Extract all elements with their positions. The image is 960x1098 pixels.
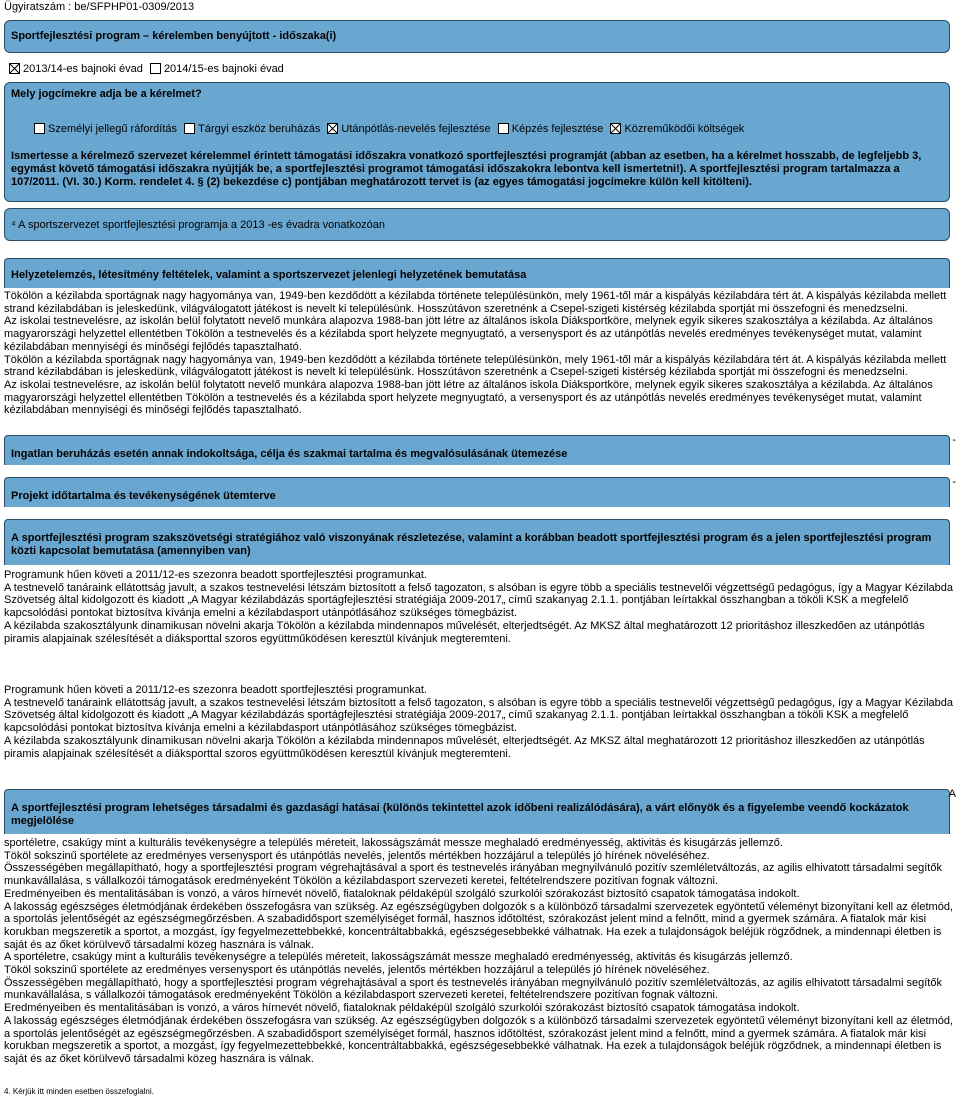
claim-titles-box [4,82,950,202]
claim-personnel-label: Személyi jellegű ráfordítás [48,123,178,135]
program-period-box [4,20,950,53]
season-2013-label: 2013/14-es bajnoki évad [23,63,143,75]
claim-option-personnel[interactable] [34,123,177,135]
season-2014-label: 2014/15-es bajnoki évad [163,63,284,75]
duration-section-header [4,477,950,507]
situation-title: Helyzetelemzés, létesítmény feltételek, valamint a sportszervezet jelenlegi helyzetének bemutatása [11,269,527,281]
season-2014-checkbox[interactable] [150,63,161,74]
sport-program-box [4,208,950,241]
impact-paragraph: sportéletre, csakúgy mint a kulturális tevékenységre a település méreteit, lakosságszámát messze meghaladó eredményesség, aktivitás és kisugárzás jellemző. [4,837,783,849]
situation-paragraph: Az iskolai testnevelésre, az iskolán belül folytatott nevelő munkára alapozva 1988-ban jött létre az általános iskola Diáksportköre, melynek egyik sikeres szakosztálya a kézilabda. Az általános magyarországi helyzettel ellentétben Tökölön a testnevelés és a kézilabda sport helyzete megnyugtató, a versenysport és az utánpótlás nevelés eredményes tevékenységet mutat, valamint kézilabdában mennyiségi és minőségi fejlődés tapasztalható. [4,315,933,353]
real-estate-value[interactable]: - [952,434,956,446]
situation-paragraph: Tökölön a kézilabda sportágnak nagy hagyománya van, 1949-ben kezdődött a kézilabda története településünkön, mely 1961-től már a kispályás kézilabdára tért át. A kispályás kézilabda mellett strand kézilabdában is jeleskedünk, világválogatott játékost is nevelt ki településünk. Hosszútávon szeretnénk a Csepel-szigeti kistérség kézilabda sportját mi összefogni és menedzselni. [4,353,947,379]
claim-personnel-checkbox[interactable] [34,123,45,134]
impact-paragraph: Összességében megállapítható, hogy a sportfejlesztési program végrehajtásával a sport és testnevelés irányában megnyilvánuló pozitív szemléletváltozás, az agilis elhivatott társadalmi segítők munkavállalása, s vállalkozói támogatások eredményeként Tökölön a kézilabdasport szervezeti keretei, feltételrendszere pozitívan fognak változni. [4,862,942,888]
strategy-paragraph: Programunk hűen követi a 2011/12-es szezonra beadott sportfejlesztési programunkat. [4,684,427,696]
season-2013-checkbox[interactable] [9,63,20,74]
season-option-2013[interactable] [9,63,143,75]
impact-paragraph: A sportéletre, csakúgy mint a kulturális tevékenységre a település méreteit, lakosságszámát messze meghaladó eredményesség, aktivitás és kisugárzás jellemző. [4,951,793,964]
reference-number: Ügyiratszám : be/SFPHP01-0309/2013 [4,1,195,13]
claim-youth-label: Utánpótlás-nevelés fejlesztése [341,123,491,135]
situation-paragraph: Tökölön a kézilabda sportágnak nagy hagyománya van, 1949-ben kezdődött a kézilabda története településünkön, mely 1961-től már a kispályás kézilabdára tért át. A kispályás kézilabda mellett strand kézilabdában is jeleskedünk, világválogatott játékost is nevelt ki településünk. Hosszútávon szeretnénk a Csepel-szigeti kistérség kézilabda sportját mi összefogni és menedzselni. [4,290,947,315]
impact-section-header [4,789,950,834]
claim-equipment-checkbox[interactable] [184,123,195,134]
season-checkboxes [9,63,288,76]
claim-titles-question: Mely jogcímekre adja be a kérelmet? [11,88,202,100]
duration-title: Projekt időtartalma és tevékenységének ütemterve [11,490,276,502]
strategy-paragraph: A testnevelő tanáraink ellátottság javult, a szakos testnevelési létszám biztosított a felső tagozaton, s alsóban is egyre több a speciális testnevelői végzettségű pedagógus, így a Magyar Kézilabda Szövetség által kidolgozott és kiadott „A Magyar kézilabdázás sportágfejlesztési stratégiája 2009-2017„ című szakanyag 2.1.1. pontjában leírtakkal összhangban a tököli KSK a megfelelő kapcsolódási pontokat biztosítva kívánja emelni a kézilabdasport utánpótlásához szükséges tömegbázist. [4,581,954,620]
program-period-title: Sportfejlesztési program – kérelemben benyújtott - időszaka(i) [11,30,337,42]
strategy-paragraph: A kézilabda szakosztályunk dinamikusan növelni akarja Tökölön a kézilabda mindennapos művelését, elterjedtségét. Az MKSZ által meghatározott 12 prioritáshoz illeszkedően az utánpótlás piramis alapjainak szélesítését a diáksporttal szoros együttműködésen keresztül kívánjuk megteremteni. [4,619,925,645]
impact-paragraph: A lakosság egészséges életmódjának érdekében összefogásra van szükség. Az egészségügyben dolgozók s a különböző társadalmi szervezetek egyöntetű véleményt bizonyítani kell az életmód, a sportolás jelentőségét az egészségmegőrzésben. A szabadidősport személyiséget formál, hasznos időtöltést, szórakozást jelent mind a felnőtt, mind a gyermek számára. A fiatalok már kisi korukban megszeretik a sportot, a mozgást, így fegyelmezettebbekké, koncentráltabbakká, egészségesebbekké válhatnak. Ha ezek a tulajdonságok beléjük rögződnek, a mindennapi életben is saját és az őket körülvevő társadalmi közeg hasznára is válnak. [4,900,954,951]
claim-training-checkbox[interactable] [498,123,509,134]
strategy-text[interactable] [4,569,956,645]
impact-paragraph: Eredményeiben és mentalitásában is vonzó, a város hírnevét növelő, fiataloknak példaképül szolgáló szurkolói szórakozást biztosító csapatok támogatása indokolt. [4,887,800,900]
real-estate-section-header [4,435,950,465]
claim-options [34,123,748,136]
impact-title: A sportfejlesztési program lehetséges társadalmi és gazdasági hatásai (különös tekintettel azok időbeni realizálódására), a várt előnyök és a figyelembe veendő kockázatok megjelölése [11,802,909,827]
impact-paragraph: Tököl sokszinű sportélete az eredményes versenysport és utánpótlás nevelés, jelentős mértékben hozzájárul a település jó hírének növeléséhez. [4,849,710,862]
sport-program-title: ⁴ A sportszervezet sportfejlesztési programja a 2013 -es évadra vonatkozóan [11,219,386,231]
claim-option-youth[interactable] [327,123,490,135]
claim-option-intermediary[interactable] [610,123,744,135]
strategy-title: A sportfejlesztési program szakszövetségi stratégiához való viszonyának részletezése, valamint a korábban beadott sportfejlesztési program és a jelen sportfejlesztési program közti kapcsolat bemutatása (amennyiben van) [11,532,932,557]
impact-lead: A [948,788,956,800]
claim-training-label: Képzés fejlesztése [511,123,604,135]
claim-option-equipment[interactable] [184,123,320,135]
impact-paragraph: Összességében megállapítható, hogy a sportfejlesztési program végrehajtásával a sport és testnevelés irányában megnyilvánuló pozitív szemléletváltozás, az agilis elhivatott társadalmi segítők munkavállalása, s vállalkozói támogatások eredményeként Tökölön a kézilabdasport szervezeti keretei, feltételrendszere pozitívan fognak változni. [4,976,942,1002]
claim-intermediary-checkbox[interactable] [610,123,621,134]
duration-value[interactable]: - [952,476,956,488]
season-option-2014[interactable] [150,63,284,75]
strategy-text-repeat[interactable] [4,684,956,760]
claim-equipment-label: Tárgyi eszköz beruházás [198,123,321,135]
impact-paragraph: Eredményeiben és mentalitásában is vonzó, a város hírnevét növelő, fiataloknak példaképül szolgáló szurkolói szórakozást biztosító csapatok támogatása indokolt. [4,1002,800,1015]
situation-section-header [4,258,950,288]
claim-youth-checkbox[interactable] [327,123,338,134]
claim-intermediary-label: Közreműködői költségek [624,123,745,135]
strategy-paragraph: Programunk hűen követi a 2011/12-es szezonra beadott sportfejlesztési programunkat. [4,569,427,581]
strategy-paragraph: A kézilabda szakosztályunk dinamikusan növelni akarja Tökölön a kézilabda mindennapos művelését, elterjedtségét. Az MKSZ által meghatározott 12 prioritáshoz illeszkedően az utánpótlás piramis alapjainak szélesítését a diáksporttal szoros együttműködésen keresztül kívánjuk megteremteni. [4,734,925,760]
impact-paragraph: A lakosság egészséges életmódjának érdekében összefogásra van szükség. Az egészségügyben dolgozók s a különböző társadalmi szervezetek egyöntetű véleményt bizonyítani kell az életmód, a sportolás jelentőségét az egészségmegőrzésben. A szabadidősport személyiséget formál, hasznos időtöltést, szórakozást jelent mind a felnőtt, mind a gyermek számára. A fiatalok már kisi korukban megszeretik a sportot, a mozgást, így fegyelmezettebbekké, koncentráltabbakká, egészségesebbekké válhatnak. Ha ezek a tulajdonságok beléjük rögződnek, a mindennapi életben is saját és az őket körülvevő társadalmi közeg hasznára is válnak. [4,1014,954,1065]
impact-paragraph: Tököl sokszinű sportélete az eredményes versenysport és utánpótlás nevelés, jelentős mértékben hozzájárul a település jó hírének növeléséhez. [4,964,710,977]
impact-text[interactable] [4,837,956,1066]
footnote: 4. Kérjük itt minden esetben összefoglalni. [4,1087,154,1096]
claim-option-training[interactable] [498,123,604,135]
strategy-section-header [4,519,950,565]
strategy-paragraph: A testnevelő tanáraink ellátottság javult, a szakos testnevelési létszám biztosított a felső tagozaton, s alsóban is egyre több a speciális testnevelői végzettségű pedagógus, így a Magyar Kézilabda Szövetség által kidolgozott és kiadott „A Magyar kézilabdázás sportágfejlesztési stratégiája 2009-2017„ című szakanyag 2.1.1. pontjában leírtakkal összhangban a tököli KSK a megfelelő kapcsolódási pontokat biztosítva kívánja emelni a kézilabdasport utánpótlásához szükséges tömegbázist. [4,696,954,735]
real-estate-title: Ingatlan beruházás esetén annak indokoltsága, célja és szakmai tartalma és megvalósulásának ütemezése [11,448,568,460]
situation-text[interactable] [4,290,956,417]
claim-instruction: Ismertesse a kérelmező szervezet kérelemmel érintett támogatási időszakra vonatkozó sportfejlesztési programját (abban az esetben, ha a kérelmet hosszabb, de legfeljebb 3, egymást követő támogatási időszakra nyújtják be, a sportfejlesztési programot támogatási időszakokra lebontva kell ismertetni!). A sportfejlesztési program tartalmazza a 107/2011. (VI. 30.) Korm. rendelet 4. § (2) bekezdése c) pontjában meghatározott tervet is (az egyes támogatási jogcímekre külön kell kitölteni). [11,150,922,188]
situation-paragraph: Az iskolai testnevelésre, az iskolán belül folytatott nevelő munkára alapozva 1988-ban jött létre az általános iskola Diáksportköre, melynek egyik sikeres szakosztálya a kézilabda. Az általános magyarországi helyzettel ellentétben Tökölön a testnevelés és a kézilabda sport helyzete megnyugtató, a versenysport és az utánpótlás nevelés eredményes tevékenységet mutat, valamint kézilabdában mennyiségi és minőségi fejlődés tapasztalható. [4,378,933,417]
